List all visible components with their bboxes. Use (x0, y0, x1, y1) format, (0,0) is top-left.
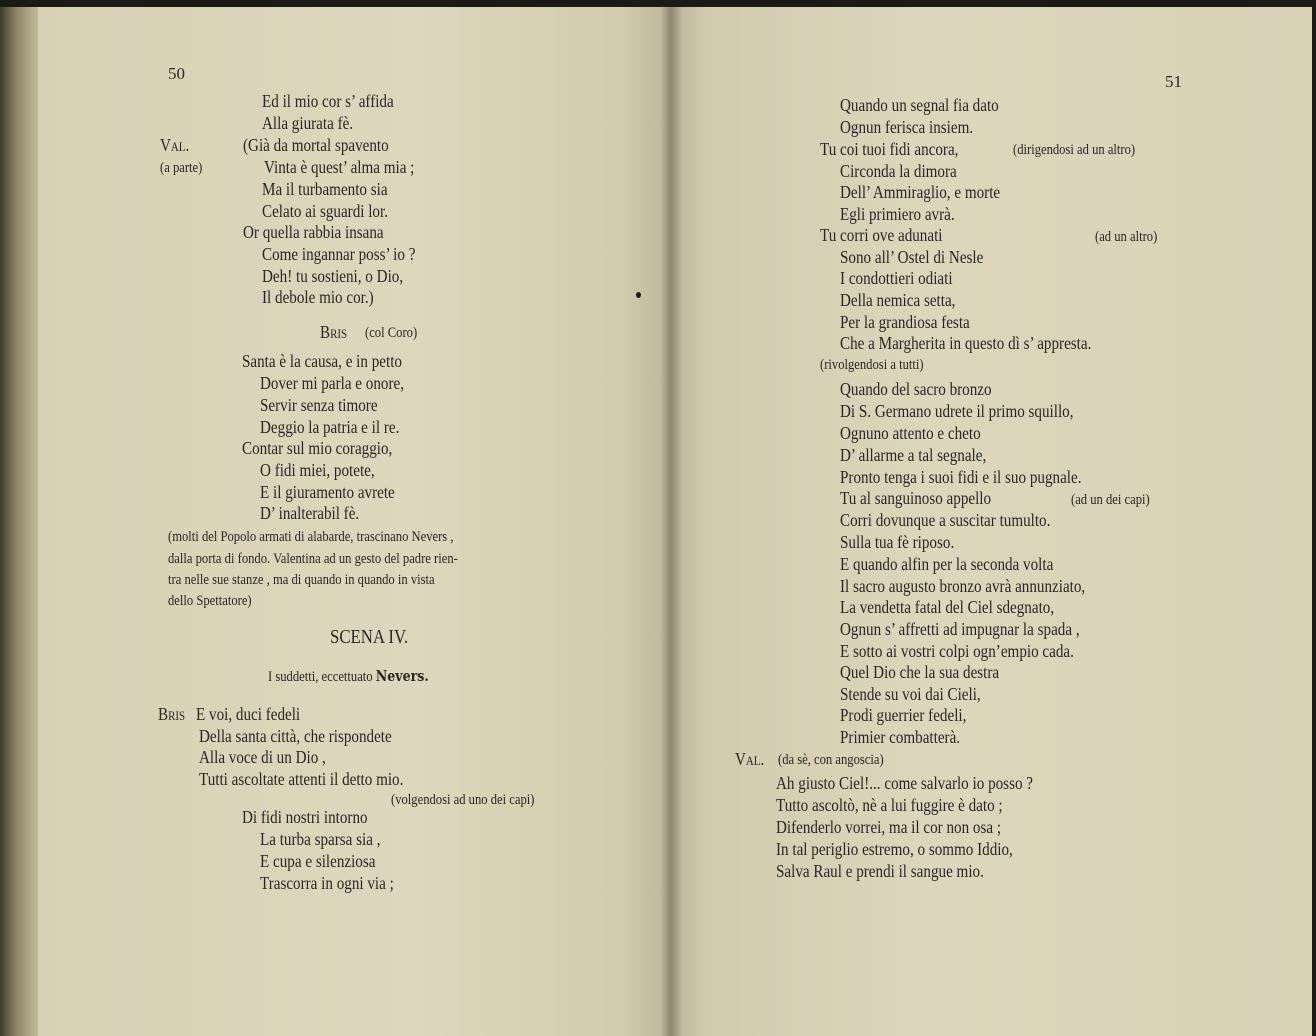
speaker-label: Bris (158, 704, 186, 724)
verse-line: Ed il mio cor s’ affida (262, 91, 394, 111)
stage-note: (a parte) (160, 160, 203, 176)
verse-line: E cupa e silenziosa (260, 851, 376, 871)
verse-line: D’ allarme a tal segnale, (840, 445, 987, 465)
verse-line: Tu al sanguinoso appello (840, 488, 992, 508)
verse-line: Quando un segnal fia dato (840, 95, 999, 115)
verse-line: (Già da mortal spavento (243, 135, 389, 155)
verse-line: In tal periglio estremo, o sommo Iddio, (776, 839, 1013, 859)
scene-title: SCENA IV. (330, 626, 409, 648)
stage-note: (ad un dei capi) (1071, 492, 1150, 508)
verse-line: Ah giusto Ciel!... come salvarlo io posso ? (776, 773, 1034, 793)
stage-note: (volgendosi ad uno dei capi) (391, 792, 535, 808)
verse-line: Trascorra in ogni via ; (260, 873, 394, 893)
verse-line: Che a Margherita in questo dì s’ appresta. (840, 333, 1092, 353)
verse-line: Tutti ascoltate attenti il detto mio. (199, 769, 404, 789)
verse-line: Alla voce di un Dio , (199, 747, 326, 767)
verse-line: Di S. Germano udrete il primo squillo, (840, 401, 1074, 421)
stage-direction-line: dello Spettatore) (168, 593, 252, 609)
verse-line: Quando del sacro bronzo (840, 379, 992, 399)
stage-direction-line: (molti del Popolo armati di alabarde, trascinano Nevers , (168, 529, 454, 545)
verse-line: Dell’ Ammiraglio, e morte (840, 182, 1001, 202)
scene-subtitle-text: I suddetti, eccettuato (268, 669, 373, 685)
verse-line: Tutto ascoltò, nè a lui fuggire è dato ; (776, 795, 1003, 815)
page-number-right: 51 (1165, 72, 1182, 91)
verse-line: Santa è la causa, e in petto (242, 351, 402, 371)
verse-line: Di fidi nostri intorno (242, 807, 368, 827)
verse-line: Corri dovunque a suscitar tumulto. (840, 510, 1051, 530)
stage-note: (dirigendosi ad un altro) (1013, 142, 1136, 158)
verse-line: Ognun ferisca insiem. (840, 117, 974, 137)
verse-line: Or quella rabbia insana (243, 222, 384, 242)
verse-line: Circonda la dimora (840, 161, 957, 181)
ink-spot (636, 292, 641, 298)
verse-line: Difenderlo vorrei, ma il cor non osa ; (776, 817, 1002, 837)
verse-line: Deh! tu sostieni, o Dio, (262, 266, 404, 286)
verse-line: La turba sparsa sia , (260, 829, 381, 849)
verse-line: E voi, duci fedeli (196, 704, 301, 724)
verse-line: Primier combatterà. (840, 727, 961, 747)
stage-note: (rivolgendosi a tutti) (820, 357, 924, 373)
stage-direction-line: dalla porta di fondo. Valentina ad un gesto del padre rien- (168, 551, 458, 567)
verse-line: Il debole mio cor.) (262, 287, 374, 307)
top-shadow (0, 0, 1316, 7)
speaker-label: Val. (160, 135, 190, 155)
verse-line: Quel Dio che la sua destra (840, 662, 1000, 682)
verse-line: Prodi guerrier fedeli, (840, 705, 967, 725)
verse-line: E il giuramento avrete (260, 482, 395, 502)
verse-line: E quando alfin per la seconda volta (840, 554, 1054, 574)
verse-line: Contar sul mio coraggio, (242, 438, 393, 458)
verse-line: Deggio la patria e il re. (260, 417, 400, 437)
speaker-label: Val. (735, 749, 765, 769)
verse-line: Tu corri ove adunati (820, 225, 943, 245)
verse-line: Stende su voi dai Cieli, (840, 684, 981, 704)
speaker-note: (col Coro) (365, 325, 418, 341)
verse-line: Salva Raul e prendi il sangue mio. (776, 861, 984, 881)
verse-line: E sotto ai vostri colpi ogn’empio cada. (840, 641, 1074, 661)
verse-line: Per la grandiosa festa (840, 312, 970, 332)
verse-line: Tu coi tuoi fidi ancora, (820, 139, 959, 159)
verse-line: Servir senza timore (260, 395, 378, 415)
verse-line: I condottieri odiati (840, 268, 953, 288)
verse-line: D’ inalterabil fè. (260, 503, 360, 523)
speaker-note: (da sè, con angoscia) (778, 752, 884, 768)
verse-line: Come ingannar poss’ io ? (262, 244, 416, 264)
verse-line: Della nemica setta, (840, 290, 956, 310)
verse-line: Dover mi parla e onore, (260, 373, 405, 393)
verse-line: Il sacro augusto bronzo avrà annunziato, (840, 576, 1086, 596)
verse-line: La vendetta fatal del Ciel sdegnato, (840, 597, 1055, 617)
verse-line: Alla giurata fè. (262, 113, 354, 133)
verse-line: Sulla tua fè riposo. (840, 532, 955, 552)
verse-line: Pronto tenga i suoi fidi e il suo pugnale. (840, 467, 1082, 487)
page-number-left: 50 (168, 64, 185, 83)
verse-line: Sono all’ Ostel di Nesle (840, 247, 984, 267)
scene-subtitle-name: Nevers. (375, 667, 429, 685)
book-gutter (660, 0, 682, 1036)
speaker-name: Bris (320, 322, 348, 342)
scene-subtitle (268, 665, 429, 688)
verse-line: O fidi miei, potete, (260, 460, 375, 480)
verse-line: Egli primiero avrà. (840, 204, 955, 224)
verse-line: Ognuno attento e cheto (840, 423, 981, 443)
stage-direction-line: tra nelle sue stanze , ma di quando in quando in vista (168, 572, 435, 588)
verse-line: Celato ai sguardi lor. (262, 201, 388, 221)
verse-line: Ma il turbamento sia (262, 179, 388, 199)
stage-note: (ad un altro) (1095, 229, 1158, 245)
verse-line: Ognun s’ affretti ad impugnar la spada , (840, 619, 1080, 639)
verse-line: Della santa città, che rispondete (199, 726, 392, 746)
verse-line: Vinta è quest’ alma mia ; (264, 157, 415, 177)
